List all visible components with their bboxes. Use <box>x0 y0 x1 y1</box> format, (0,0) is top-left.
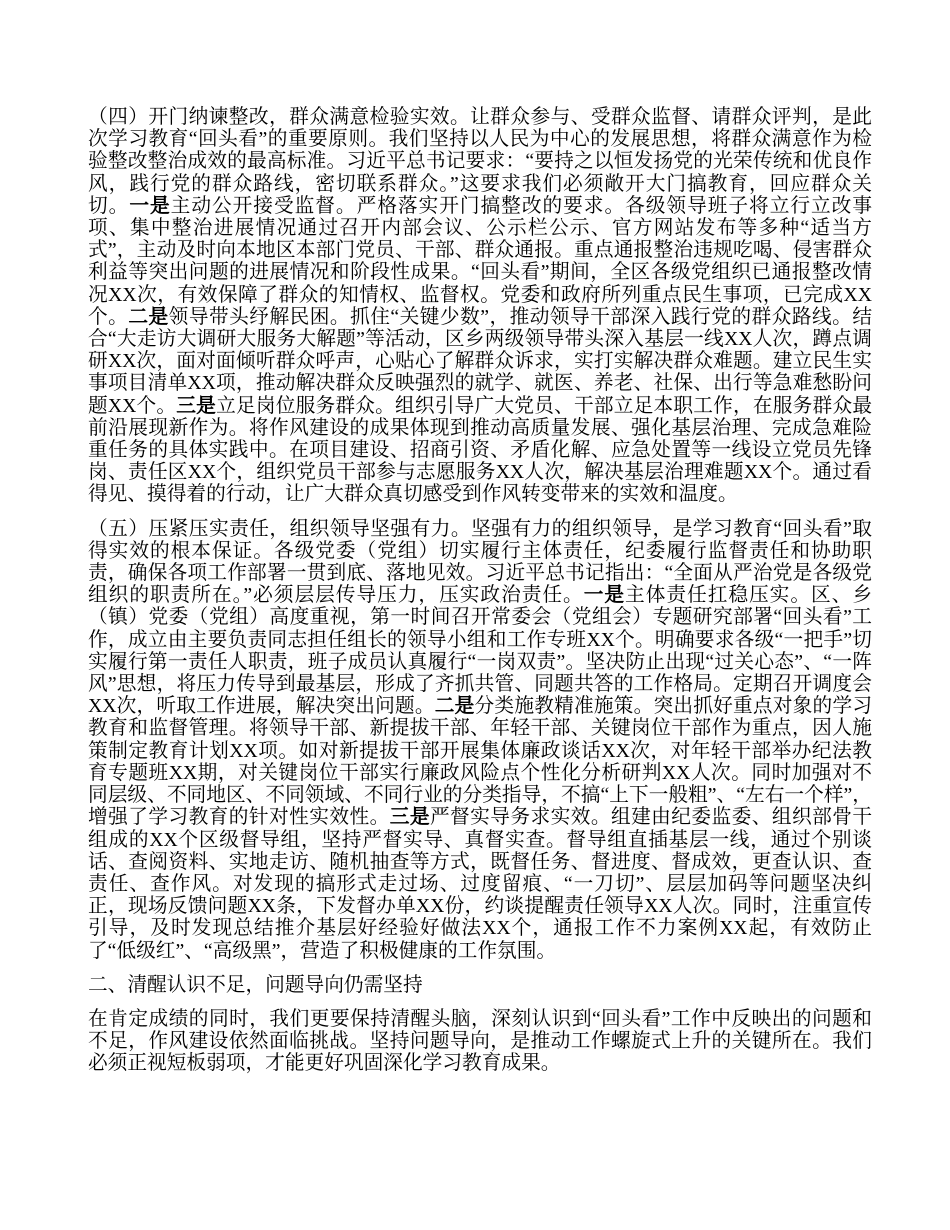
section-four-point-two-marker: 二是 <box>128 305 169 328</box>
section-four-point-one-marker: 一是 <box>129 194 171 217</box>
section-four-intro-text: （四）开门纳谏整改，群众满意检验实效。让群众参与、受群众监督、请群众评判，是此次学习教育“回头看”的重要原则。我们坚持以人民为中心的发展思想，将群众满意作为检验整改整治成效的最高标准。习近平总书记要求：“要持之以恒发扬党的光荣传统和优良作风，践行党的群众路线，密切联系群众。”这要求我们必须敞开大门搞教育，回应群众关切。 <box>88 106 872 217</box>
paragraph-section-five <box>88 518 872 962</box>
section-four-point-three-marker: 三是 <box>176 394 217 417</box>
section-four-point-one-text: 主动公开接受监督。严格落实开门搞整改的要求。各级领导班子将立行立改事项、集中整治进展情况通过召开内部会议、公示栏公示、官方网站发布等多种“适当方式”，主动及时向本地区本部门党员、干部、群众通报。重点通报整治违规吃喝、侵害群众利益等突出问题的进展情况和阶段性成果。“回头看”期间，全区各级党组织已通报整改情况XX次，有效保障了群众的知情权、监督权。党委和政府所列重点民生事项，已完成XX个。 <box>88 194 873 328</box>
section-two-intro-text: 在肯定成绩的同时，我们更要保持清醒头脑，深刻认识到“回头看”工作中反映出的问题和不足，作风建设依然面临挑战。坚持问题导向，是推动工作螺旋式上升的关键所在。我们必须正视短板弱项，才能更好巩固深化学习教育成果。 <box>88 1007 872 1075</box>
paragraph-section-two-intro <box>88 1008 872 1075</box>
section-five-point-one-text: 主体责任扛稳压实。区、乡（镇）党委（党组）高度重视，第一时间召开常委会（党组会）专题研究部署“回头看”工作，成立由主要负责同志担任组长的领导小组和工作专班XX个。明确要求各级“一把手”切实履行第一责任人职责，班子成员认真履行“一岗双责”。坚决防止出现“过关心态”、“一阵风”思想，将压力传导到最基层，形成了齐抓共管、同题共答的工作格局。定期召开调度会XX次，听取工作进展，解决突出问题。 <box>88 584 873 718</box>
section-five-intro-text: （五）压紧压实责任，组织领导坚强有力。坚强有力的组织领导，是学习教育“回头看”取得实效的根本保证。各级党委（党组）切实履行主体责任，纪委履行监督责任和协助职责，确保各项工作部署一贯到底、落地见效。习近平总书记指出：“全面从严治党是各级党组织的职责所在。”必须层层传导压力，压实政治责任。 <box>88 517 872 607</box>
section-five-point-two-text: 分类施教精准施策。突出抓好重点对象的学习教育和监督管理。将领导干部、新提拔干部、年轻干部、关键岗位干部作为重点，因人施策制定教育计划XX项。如对新提拔干部开展集体廉政谈话XX次，对年轻干部举办纪法教育专题班XX期，对关键岗位干部实行廉政风险点个性化分析研判XX人次。同时加强对不同层级、不同地区、不同领域、不同行业的分类指导，不搞“上下一般粗”、“左右一个样”，增强了学习教育的针对性实效性。 <box>88 695 873 829</box>
section-five-point-three-text: 严督实导务求实效。组建由纪委监委、组织部骨干组成的XX个区级督导组，坚持严督实导、真督实查。督导组直插基层一线，通过个别谈话、查阅资料、实地走访、随机抽查等方式，既督任务、督进度、督成效，更查认识、查责任、查作风。对发现的搞形式走过场、过度留痕、“一刀切”、层层加码等问题坚决纠正，现场反馈问题XX条，下发督办单XX份，约谈提醒责任领导XX人次。同时，注重宣传引导，及时发现总结推介基层好经验好做法XX个，通报工作不力案例XX起，有效防止了“低级红”、“高级黑”，营造了积极健康的工作氛围。 <box>88 806 873 962</box>
section-five-point-three-marker: 三是 <box>389 806 430 829</box>
section-four-point-three-text: 立足岗位服务群众。组织引导广大党员、干部立足本职工作，在服务群众最前沿展现新作为。将作风建设的成果体现到推动高质量发展、强化基层治理、完成急难险重任务的具体实践中。在项目建设、招商引资、矛盾化解、应急处置等一线设立党员先锋岗、责任区XX个，组织党员干部参与志愿服务XX人次，解决基层治理难题XX个。通过看得见、摸得着的行动，让广大群众真切感受到作风转变带来的实效和温度。 <box>88 394 873 506</box>
section-five-point-one-marker: 一是 <box>583 584 626 607</box>
section-five-point-two-marker: 二是 <box>434 695 475 718</box>
section-four-point-two-text: 领导带头纾解民困。抓住“关键少数”，推动领导干部深入践行党的群众路线。结合“大走访大调研大服务大解题”等活动，区乡两级领导带头深入基层一线XX人次，蹲点调研XX次，面对面倾听群众呼声，心贴心了解群众诉求，实打实解决群众难题。建立民生实事项目清单XX项，推动解决群众反映强烈的就学、就医、养老、社保、出行等急难愁盼问题XX个。 <box>88 305 873 417</box>
paragraph-section-four <box>88 106 872 506</box>
section-two-heading: 二、清醒认识不足，问题导向仍需坚持 <box>88 973 423 996</box>
